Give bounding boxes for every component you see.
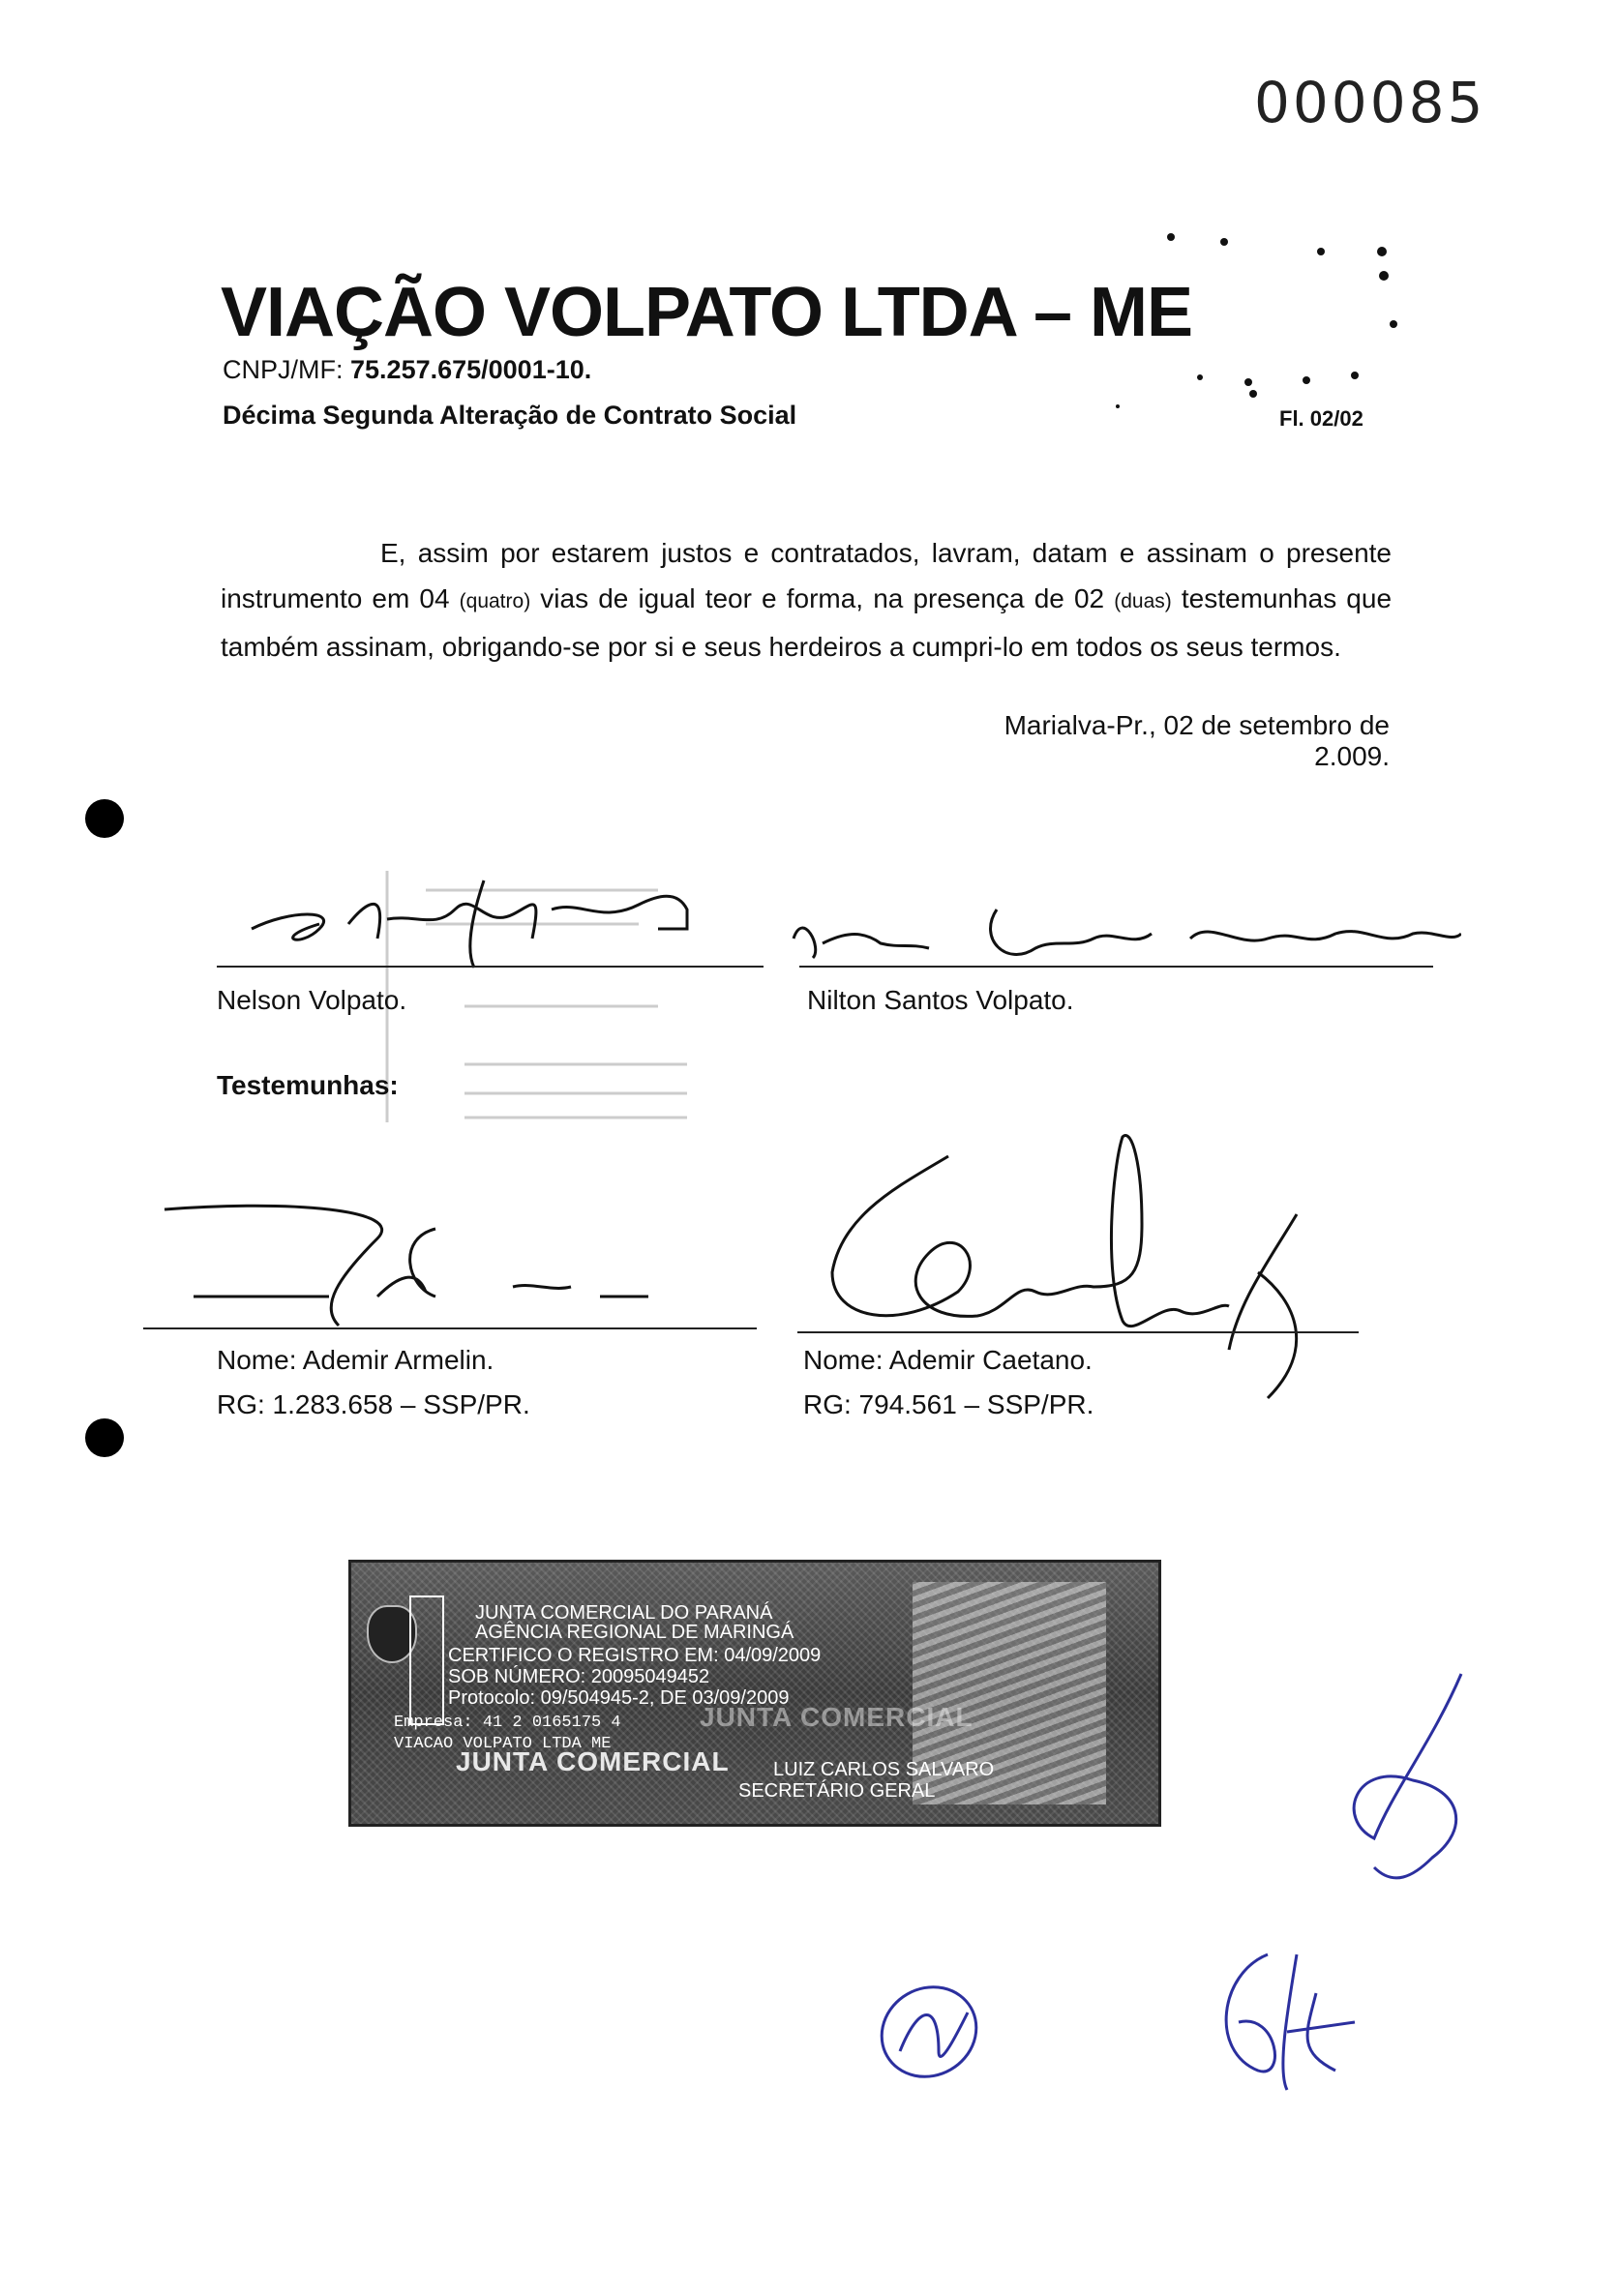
paragraph-duas: (duas) [1114,590,1172,612]
cnpj-label: CNPJ/MF: [223,355,344,384]
stamp-signer-title: SECRETÁRIO GERAL [738,1780,936,1802]
stamp-line: JUNTA COMERCIAL DO PARANÁ [475,1602,773,1624]
witnesses-title: Testemunhas: [217,1070,399,1100]
signature-line [217,966,764,968]
witness-rg: RG: 1.283.658 – SSP/PR. [217,1389,530,1419]
signature-nilton-santos-volpato [784,890,1461,987]
stamp-signer: LUIZ CARLOS SALVARO [773,1759,995,1780]
page-number: 000085 [1254,70,1486,135]
paragraph-text-3: testemunhas que também assinam, obrigando-se por si e seus herdeiros a cumpri-lo em todos os seus termos. [221,583,1393,662]
stamp-line: VIACAO VOLPATO LTDA ME [394,1735,612,1753]
stamp-line: CERTIFICO O REGISTRO EM: 04/09/2009 [448,1645,822,1666]
cnpj-value: 75.257.675/0001-10. [350,355,592,384]
stamp-watermark: JUNTA COMERCIAL [700,1702,974,1732]
cnpj-line [223,355,591,385]
witness-signature-line [143,1327,757,1329]
stamp-frame [409,1595,444,1725]
amendment-title: Décima Segunda Alteração de Contrato Social [223,401,797,430]
paragraph-quatro: (quatro) [459,590,531,612]
binder-hole [85,1418,124,1457]
blue-initials [832,1664,1510,2148]
witness-signature-line [797,1331,1359,1333]
witness-name: Nome: Ademir Armelin. [217,1345,494,1375]
paragraph-text-1: E, assim por estarem justos e contratados, lavram, datam e assinam o presente instrumento em 04 [221,538,1392,613]
place-date: Marialva-Pr., 02 de setembro de 2.009. [1004,710,1390,771]
sheet-number: Fl. 02/02 [1279,406,1363,431]
binder-hole [85,799,124,838]
signature-ademir-armelin [145,1200,687,1335]
closing-paragraph [221,530,1392,670]
signature-nelson-volpato [232,871,774,977]
stamp-watermark: JUNTA COMERCIAL [456,1746,730,1776]
paragraph-text-2: vias de igual teor e forma, na presença de 02 [540,583,1105,613]
stamp-line: Empresa: 41 2 0165175 4 [394,1714,621,1732]
signature-line [799,966,1433,968]
signatory-name: Nelson Volpato. [217,985,407,1015]
witness-rg: RG: 794.561 – SSP/PR. [803,1389,1094,1419]
stamp-line: AGÊNCIA REGIONAL DE MARINGÁ [475,1622,794,1643]
witness-name: Nome: Ademir Caetano. [803,1345,1093,1375]
signatory-name: Nilton Santos Volpato. [807,985,1074,1015]
stamp-line: Protocolo: 09/504945-2, DE 03/09/2009 [448,1687,790,1709]
stamp-line: SOB NÚMERO: 20095049452 [448,1666,710,1687]
company-name: VIAÇÃO VOLPATO LTDA – ME [221,274,1193,351]
